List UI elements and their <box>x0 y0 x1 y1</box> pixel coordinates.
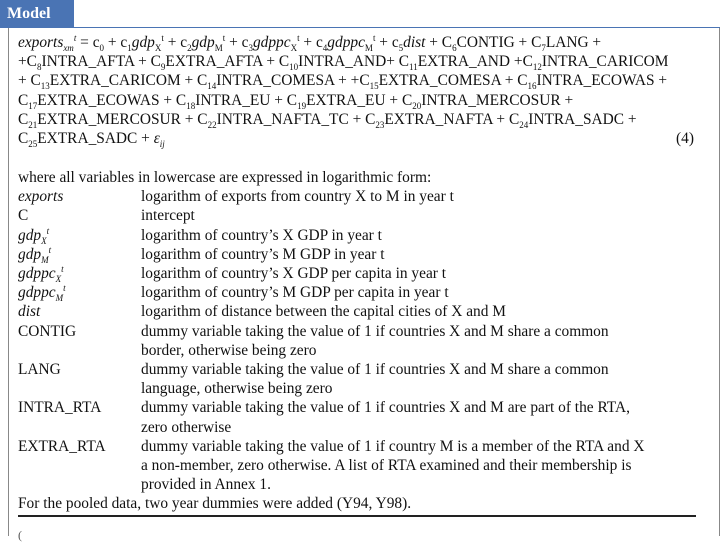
equation-line-3: + $C_{13}EXTRA\_CARICOM$ + $C_{14}INTRA\_COMESA$ + $+C_{15}EXTRA\_COMESA$ + $C_{16}INTRA\_ECOWAS$ + <box>18 72 668 92</box>
variable-definitions <box>18 168 708 514</box>
model-tab[interactable]: Model <box>0 0 74 27</box>
regression-equation <box>18 33 698 148</box>
cutoff-text: ( <box>18 528 22 542</box>
equation-line-1: exports$_{xm}^t$ = $c_0 + c_1gdp_X^t + c_2gdp_M^t$ + $c_3gdppc_X^t$ + $c_4gdppc_M^t$ + $c_5dist$ + $C_6CONTIG$ + $C_7LANG$ + <box>18 33 602 53</box>
equation-line-6: $C_{25}EXTRA\_SADC + \varepsilon_{ij}$ (4) <box>18 129 694 149</box>
variable-row: C intercept <box>18 207 195 225</box>
variable-row: exports logarithm of exports from country X to M in year t <box>18 188 454 206</box>
variable-row: EXTRA_RTA dummy variable taking the value of 1 if country M is a member of the RTA and X a non-member, zero otherwise. A list of RTA examined and their membership is provided in Annex 1. <box>18 437 645 494</box>
variable-row: INTRA_RTA dummy variable taking the value of 1 if countries X and M are part of the RTA, zero otherwise <box>18 399 630 436</box>
variable-row: gdppc$_M^t$ logarithm of country’s M GDP per capita in year t <box>18 283 449 304</box>
variable-row: gdp$_M^t$ logarithm of country’s M GDP in year t <box>18 244 385 265</box>
equation-line-4: $C_{17}EXTRA\_ECOWAS$ + $C_{18}INTRA\_EU$ + $C_{19}EXTRA\_EU$ + $C_{20}INTRA\_MERCOSUR$ + <box>18 91 574 111</box>
equation-line-5: $C_{21}EXTRA\_MERCOSUR$ + $C_{22}INTRA\_NAFTA\_TC$ + $C_{23}EXTRA\_NAFTA$ + $C_{24}INTRA\_SADC$ + <box>18 110 637 130</box>
variable-row: CONTIG dummy variable taking the value of 1 if countries X and M share a common border, otherwise being zero <box>18 322 609 359</box>
variable-row: LANG dummy variable taking the value of 1 if countries X and M share a common language, otherwise being zero <box>18 361 609 398</box>
equation-number: (4) <box>676 129 694 147</box>
equation-line-2: $+C_8INTRA\_AFTA$ + $C_9EXTRA\_AFTA$ + $C_{10}INTRA\_AND+$ $C_{11}EXTRA\_AND$ $+C_{12}INTRA\_CARICOM$ <box>18 53 669 73</box>
variable-row: gdppc$_X^t$ logarithm of country’s X GDP per capita in year t <box>18 264 447 285</box>
intro-text: where all variables in lowercase are expressed in logarithmic form: <box>18 169 432 186</box>
bottom-rule <box>18 515 696 517</box>
variable-row: dist logarithm of distance between the capital cities of X and M <box>18 303 506 321</box>
footer-note: For the pooled data, two year dummies were added (Y94, Y98). <box>18 495 412 513</box>
variable-row: gdp$_X^t$ logarithm of country’s X GDP in year t <box>18 225 382 246</box>
